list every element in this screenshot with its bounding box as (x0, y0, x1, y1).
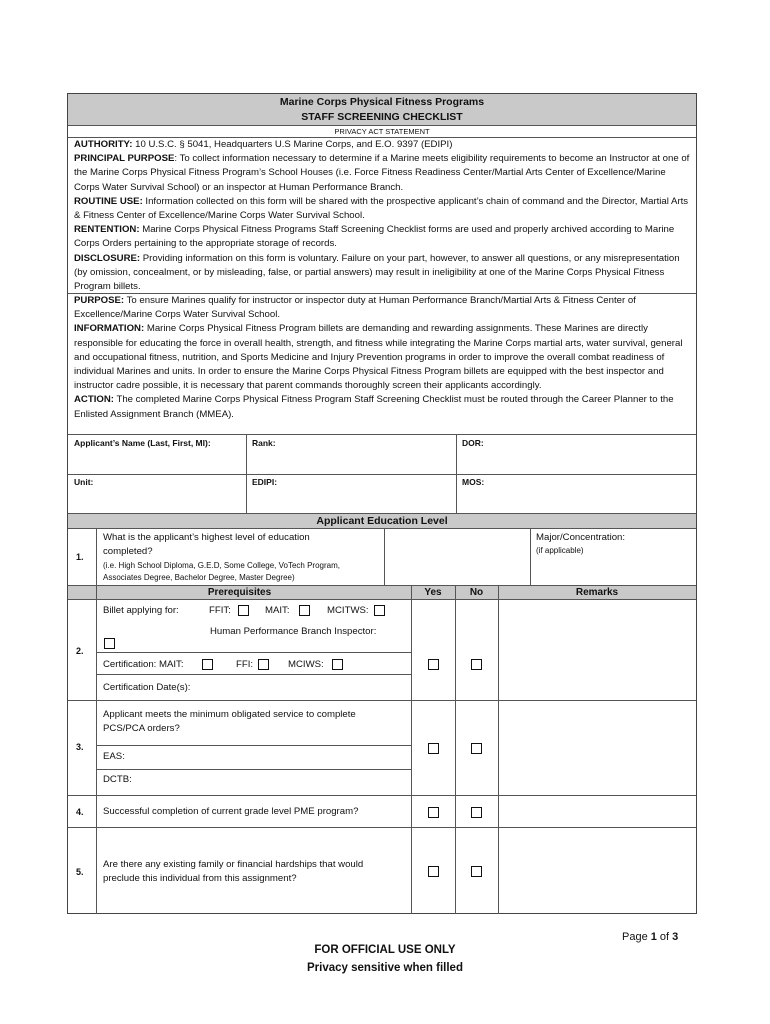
mait-label: MAIT: (265, 605, 290, 616)
row4-no-checkbox[interactable] (471, 807, 482, 818)
row-number-5: 5. (76, 867, 84, 877)
certification-ffi-label: FFI: (236, 659, 254, 670)
obligated-service-question: Applicant meets the minimum obligated service to complete (103, 709, 356, 720)
eas-field[interactable]: EAS: (103, 751, 125, 762)
certification-mciws-checkbox[interactable] (332, 659, 343, 670)
purpose-statement (74, 294, 692, 422)
billet-label: Billet applying for: (103, 605, 179, 616)
certification-mait-checkbox[interactable] (202, 659, 213, 670)
information-paragraph: INFORMATION: Marine Corps Physical Fitness Program billets are demanding and rewarding assignments. These Marines are directly responsible for educating the force in overall health, strength, and fitness while integrating the Marine Corps martial arts, water survival, general and occupational fitness, nutrition, and Sports Medicine and Injury Prevention programs in order to improve the overall combat readiness of individual Marines and units. In order to ensure the Marine Corps Physical Fitness Program billets are equipped with the best inspector and instructor cadre possible, it is necessary that parent commands thoroughly screen their applicants accordingly. (74, 323, 683, 392)
row5-yes-checkbox[interactable] (428, 866, 439, 877)
education-examples-2: Associates Degree, Bachelor Degree, Master Degree) (103, 573, 295, 582)
form-subtitle: STAFF SCREENING CHECKLIST (301, 111, 463, 123)
row-number-1: 1. (76, 552, 84, 562)
remarks-heading: Remarks (575, 587, 619, 598)
ffit-checkbox[interactable] (238, 605, 249, 616)
yes-heading: Yes (424, 587, 442, 598)
mcitws-label: MCITWS: (327, 605, 369, 616)
education-question-2: completed? (103, 546, 153, 557)
hardship-question: Are there any existing family or financial hardships that would (103, 859, 364, 870)
major-note: (if applicable) (536, 546, 584, 555)
education-question: What is the applicant’s highest level of education (103, 532, 310, 543)
disclosure: DISCLOSURE: Providing information on this form is voluntary. Failure on your part, however, to answer all questions, or any misrepresentation (by omission, concealment, or by misleading, false, or partial answers) may result in ineligibility at one of the Marine Corps Physical Fitness Program billets. (74, 252, 680, 293)
principal-purpose: PRINCIPAL PURPOSE: To collect information necessary to determine if a Marine meets eligibility requirements to become an Instructor at one of the Marine Corps Physical Fitness Program’s School Houses (i.e. Force Fitness Readiness Center/Martial Arts Center of Excellence/Marine Corps Water Survival School) or an inspector at Human Performance Branch. (74, 153, 690, 193)
dctb-field[interactable]: DCTB: (103, 774, 132, 785)
education-answer-field[interactable] (385, 530, 530, 584)
purpose-paragraph: PURPOSE: To ensure Marines qualify for instructor or inspector duty at Human Performance Branch/Martial Arts & Fitness Center of Excellence/Marine Corps Water Survival School. (74, 295, 636, 321)
form-title: Marine Corps Physical Fitness Programs (279, 96, 485, 108)
row-number-3: 3. (76, 742, 84, 752)
ffit-label: FFIT: (209, 605, 231, 616)
page-number: Page 1 of 3 (622, 931, 679, 943)
education-examples: (i.e. High School Diploma, G.E.D, Some College, VoTech Program, (103, 561, 340, 570)
footer-privacy: Privacy sensitive when filled (307, 962, 463, 974)
authority-line: AUTHORITY: 10 U.S.C. § 5041, Headquarters U.S Marine Corps, and E.O. 9397 (EDIPI) (74, 139, 453, 150)
edipi-field[interactable]: EDIPI: (252, 477, 278, 487)
rank-field[interactable]: Rank: (252, 438, 276, 448)
hardship-question-2: preclude this individual from this assignment? (103, 873, 297, 884)
education-heading: Applicant Education Level (316, 515, 448, 527)
routine-use: ROUTINE USE: Information collected on this form will be shared with the prospective applicant’s chain of command and the Director, Martial Arts & Fitness Center of Excellence/Marine Corps Water Survival School. (74, 195, 689, 222)
dor-field[interactable]: DOR: (462, 438, 484, 448)
mait-checkbox[interactable] (299, 605, 310, 616)
major-label[interactable]: Major/Concentration: (536, 532, 626, 543)
row5-no-checkbox[interactable] (471, 866, 482, 877)
certification-ffi-checkbox[interactable] (258, 659, 269, 670)
action-paragraph: ACTION: The completed Marine Corps Physical Fitness Program Staff Screening Checklist must be routed through the Career Planner to the Enlisted Assignment Branch (MMEA). (74, 394, 674, 420)
no-heading: No (469, 587, 484, 598)
row2-no-checkbox[interactable] (471, 659, 482, 670)
privacy-statement (74, 138, 692, 294)
applicant-name-field[interactable]: Applicant’s Name (Last, First, MI): (74, 438, 211, 448)
mos-field[interactable]: MOS: (462, 477, 485, 487)
hpb-inspector-label: Human Performance Branch Inspector: (210, 626, 377, 637)
prerequisites-heading: Prerequisites (207, 587, 272, 598)
retention: RENTENTION: Marine Corps Physical Fitness Programs Staff Screening Checklist forms are used and properly archived according to Marine Corps Orders pertaining to the appropriate storage of records. (74, 224, 675, 250)
row2-yes-checkbox[interactable] (428, 659, 439, 670)
unit-field[interactable]: Unit: (74, 477, 94, 487)
hpb-inspector-checkbox[interactable] (104, 638, 115, 649)
pme-question: Successful completion of current grade level PME program? (103, 806, 359, 817)
footer-fouo: FOR OFFICIAL USE ONLY (314, 944, 456, 956)
screening-form (67, 93, 697, 914)
certification-mait-label: Certification: MAIT: (103, 659, 184, 670)
certification-mciws-label: MCIWS: (288, 659, 324, 670)
privacy-act-heading: PRIVACY ACT STATEMENT (334, 127, 430, 136)
row4-yes-checkbox[interactable] (428, 807, 439, 818)
row3-no-checkbox[interactable] (471, 743, 482, 754)
row3-yes-checkbox[interactable] (428, 743, 439, 754)
obligated-service-question-2: PCS/PCA orders? (103, 723, 180, 734)
certification-dates-field[interactable]: Certification Date(s): (103, 682, 191, 693)
row-number-2: 2. (76, 646, 84, 656)
row-number-4: 4. (76, 807, 84, 817)
mcitws-checkbox[interactable] (374, 605, 385, 616)
